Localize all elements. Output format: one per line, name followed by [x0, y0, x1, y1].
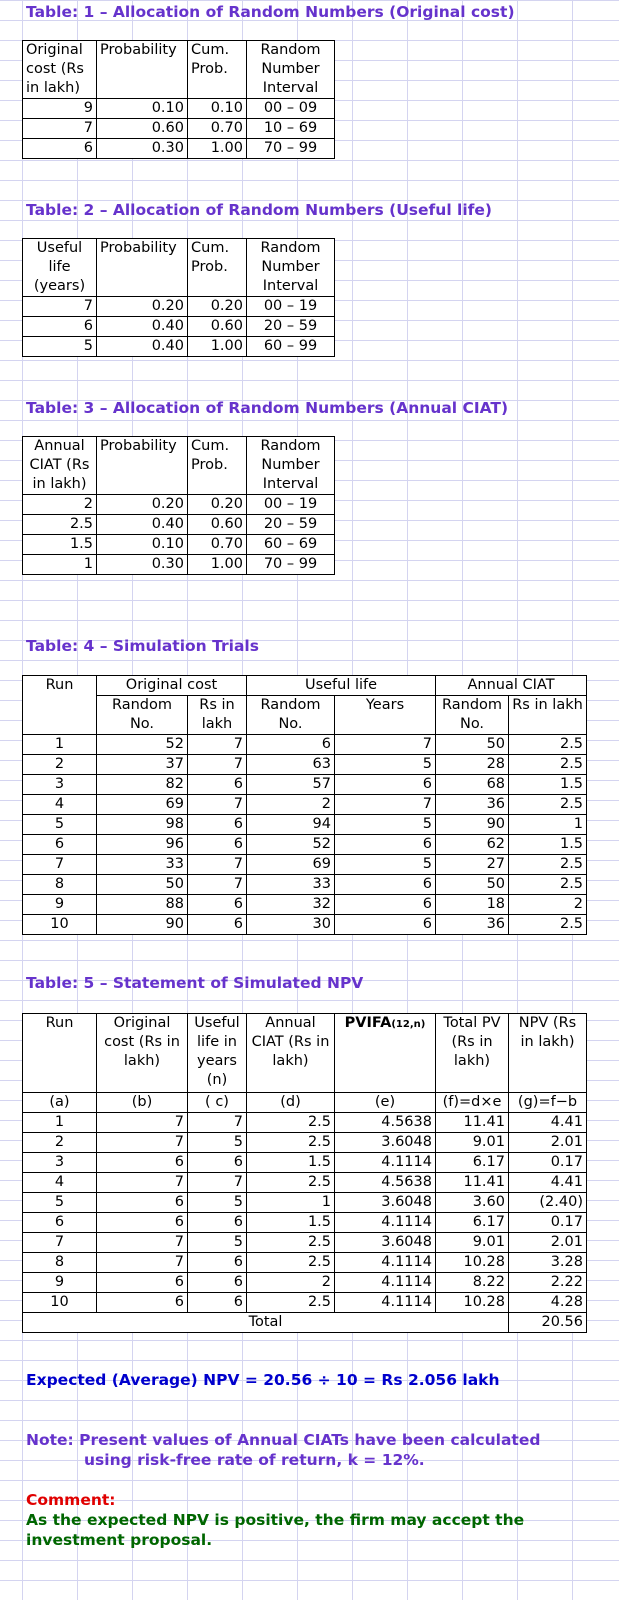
table4-header-cell: Rs in lakh — [509, 696, 587, 735]
table-cell: 0.20 — [188, 495, 247, 515]
table-cell: 5 — [335, 855, 436, 875]
table-cell: 7 — [188, 875, 247, 895]
table-cell: 9.01 — [436, 1133, 509, 1153]
table-cell: 4.1114 — [335, 1293, 436, 1313]
table-cell: (2.40) — [509, 1193, 587, 1213]
table-cell: 2.01 — [509, 1133, 587, 1153]
table-row — [23, 1213, 587, 1233]
table-cell: 68 — [436, 775, 509, 795]
table-cell: 1.5 — [247, 1213, 335, 1233]
table2-header-cell: Cum. Prob. — [188, 239, 247, 297]
table4-group-header-row — [23, 676, 587, 696]
table-cell: 7 — [188, 755, 247, 775]
table-cell: 8.22 — [436, 1273, 509, 1293]
table-cell: 6 — [188, 1153, 247, 1173]
table-row — [23, 139, 335, 159]
table-cell: 0.60 — [188, 317, 247, 337]
table-cell: 57 — [247, 775, 335, 795]
table-cell: 4.1114 — [335, 1213, 436, 1233]
table-cell: 0.20 — [97, 495, 188, 515]
table2-header-cell: Random Number Interval — [247, 239, 335, 297]
table-cell: 1.00 — [188, 555, 247, 575]
table-cell: 88 — [97, 895, 188, 915]
table-cell: 62 — [436, 835, 509, 855]
table-cell: 36 — [436, 915, 509, 935]
table-cell: 6 — [23, 1213, 97, 1233]
table-cell: 32 — [247, 895, 335, 915]
table-row — [23, 835, 587, 855]
table4-header-cell: Years — [335, 696, 436, 735]
table-row — [23, 555, 335, 575]
table5-header-cell: NPV (Rs in lakh) — [509, 1014, 587, 1093]
table-row — [23, 735, 587, 755]
table-row — [23, 1253, 587, 1273]
comment-line1: As the expected NPV is positive, the firm may accept the — [26, 1511, 525, 1529]
table-cell: 10.28 — [436, 1253, 509, 1273]
table-cell: 33 — [247, 875, 335, 895]
table1-header-cell: Random Number Interval — [247, 41, 335, 99]
table-cell: 6 — [335, 915, 436, 935]
table-cell: 9 — [23, 1273, 97, 1293]
table3-header-row — [23, 437, 335, 495]
table-cell: 50 — [436, 875, 509, 895]
table-cell: 10 — [23, 915, 97, 935]
table-cell: 20 – 59 — [247, 515, 335, 535]
table-cell: 2.5 — [509, 875, 587, 895]
table-cell: 2.5 — [23, 515, 97, 535]
table-cell: 9 — [23, 895, 97, 915]
table4-header-cell: Random No. — [247, 696, 335, 735]
comment-line2: investment proposal. — [26, 1531, 213, 1549]
table-row — [23, 99, 335, 119]
table-cell: 0.10 — [97, 99, 188, 119]
table-row — [23, 337, 335, 357]
table-cell: 0.20 — [97, 297, 188, 317]
table-cell: 52 — [97, 735, 188, 755]
table-row — [23, 815, 587, 835]
table5-letter-cell: (d) — [247, 1093, 335, 1113]
table-cell: 3.60 — [436, 1193, 509, 1213]
table-cell: 50 — [97, 875, 188, 895]
table5-letters-row — [23, 1093, 587, 1113]
table-cell: 5 — [188, 1193, 247, 1213]
table-cell: 2.5 — [247, 1233, 335, 1253]
table-row — [23, 1193, 587, 1213]
table5-title: Table: 5 – Statement of Simulated NPV — [26, 974, 364, 992]
table3-header-cell: Random Number Interval — [247, 437, 335, 495]
table-cell: 7 — [188, 855, 247, 875]
table2-title: Table: 2 – Allocation of Random Numbers (Useful life) — [26, 201, 492, 219]
table-cell: 70 – 99 — [247, 555, 335, 575]
table-cell: 1.5 — [23, 535, 97, 555]
table-cell: 2.5 — [509, 855, 587, 875]
table-cell: 8 — [23, 1253, 97, 1273]
table-cell: 2 — [23, 1133, 97, 1153]
table-cell: 0.60 — [188, 515, 247, 535]
table-cell: 7 — [23, 297, 97, 317]
table-cell: 6 — [188, 1253, 247, 1273]
table4-sub-header-row — [23, 696, 587, 735]
table-cell: 6 — [335, 875, 436, 895]
table5-header-cell — [335, 1014, 436, 1093]
table-cell: 11.41 — [436, 1113, 509, 1133]
table-cell: 90 — [97, 915, 188, 935]
table-cell: 1.5 — [247, 1153, 335, 1173]
table-row — [23, 1293, 587, 1313]
table-cell: 2.5 — [247, 1113, 335, 1133]
table-cell: 4.28 — [509, 1293, 587, 1313]
table-cell: 6 — [188, 1213, 247, 1233]
table-cell: 4.1114 — [335, 1273, 436, 1293]
table4-header-cell: Useful life — [247, 676, 436, 696]
table-cell: 9.01 — [436, 1233, 509, 1253]
table-cell: 37 — [97, 755, 188, 775]
note-line2: using risk-free rate of return, k = 12%. — [84, 1451, 425, 1469]
table-cell: 18 — [436, 895, 509, 915]
table-cell: 2 — [247, 795, 335, 815]
comment-label: Comment: — [26, 1491, 116, 1509]
table-cell: 4 — [23, 795, 97, 815]
table-cell: 98 — [97, 815, 188, 835]
table5 — [22, 1013, 587, 1333]
table-cell: 6 — [188, 815, 247, 835]
table-cell: 1.5 — [509, 835, 587, 855]
table-cell: 6 — [188, 1273, 247, 1293]
table-cell: 2.5 — [247, 1173, 335, 1193]
table-cell: 6 — [247, 735, 335, 755]
table-cell: 4.41 — [509, 1113, 587, 1133]
table-cell: 7 — [97, 1133, 188, 1153]
table-cell: 33 — [97, 855, 188, 875]
table-cell: 00 – 19 — [247, 495, 335, 515]
table5-header-row — [23, 1014, 587, 1093]
table-row — [23, 1153, 587, 1173]
table-cell: 6 — [188, 775, 247, 795]
table5-header-cell: Useful life in years (n) — [188, 1014, 247, 1093]
table-cell: 36 — [436, 795, 509, 815]
table-cell: 3.6048 — [335, 1233, 436, 1253]
table-cell: 2.5 — [247, 1293, 335, 1313]
table4-header-cell: Rs in lakh — [188, 696, 247, 735]
table-cell: 9 — [23, 99, 97, 119]
table-cell: 0.20 — [188, 297, 247, 317]
table-cell: 7 — [188, 735, 247, 755]
table-cell: 90 — [436, 815, 509, 835]
table-cell: 0.30 — [97, 139, 188, 159]
table-row — [23, 1133, 587, 1153]
table-cell: 8 — [23, 875, 97, 895]
table-cell: 11.41 — [436, 1173, 509, 1193]
table-cell: 0.70 — [188, 535, 247, 555]
table-cell: 3.6048 — [335, 1133, 436, 1153]
table-row — [23, 915, 587, 935]
table-cell: 2 — [247, 1273, 335, 1293]
table-cell: 6 — [23, 317, 97, 337]
table5-header-cell: Original cost (Rs in lakh) — [97, 1014, 188, 1093]
table-cell: 0.70 — [188, 119, 247, 139]
table-cell: 5 — [188, 1233, 247, 1253]
table-cell: 1.5 — [509, 775, 587, 795]
table-cell: 7 — [97, 1253, 188, 1273]
table-cell: 2.5 — [509, 915, 587, 935]
table-row — [23, 515, 335, 535]
table5-letter-cell: (g)=f−b — [509, 1093, 587, 1113]
table-row — [23, 895, 587, 915]
table-cell: 7 — [335, 795, 436, 815]
table1-title: Table: 1 – Allocation of Random Numbers (Original cost) — [26, 3, 515, 21]
table-cell: 2.5 — [509, 735, 587, 755]
table-cell: 0.30 — [97, 555, 188, 575]
table-cell: 6 — [335, 775, 436, 795]
table4-header-cell — [23, 696, 97, 735]
table-cell: 10 — [23, 1293, 97, 1313]
table-cell: 30 — [247, 915, 335, 935]
table-cell: 2.5 — [247, 1133, 335, 1153]
table3-header-cell: Annual CIAT (Rs in lakh) — [23, 437, 97, 495]
table-cell: 2.01 — [509, 1233, 587, 1253]
table-cell: 28 — [436, 755, 509, 775]
table-cell: 2 — [509, 895, 587, 915]
table-cell: 7 — [23, 855, 97, 875]
table1 — [22, 40, 335, 159]
table-cell: 70 – 99 — [247, 139, 335, 159]
table-cell: 4 — [23, 1173, 97, 1193]
table1-header-cell: Cum. Prob. — [188, 41, 247, 99]
table4-header-cell: Random No. — [436, 696, 509, 735]
table-cell: 6 — [335, 895, 436, 915]
table-cell: 2 — [23, 755, 97, 775]
table-cell: 7 — [23, 119, 97, 139]
table-cell: 7 — [188, 1113, 247, 1133]
table-cell: 0.17 — [509, 1213, 587, 1233]
table-cell: 6 — [23, 835, 97, 855]
table-cell: 7 — [188, 795, 247, 815]
table-row — [23, 1273, 587, 1293]
table-cell: 2.5 — [509, 795, 587, 815]
table-cell: 6 — [188, 895, 247, 915]
table4-header-cell: Original cost — [97, 676, 247, 696]
table5-letter-cell: (a) — [23, 1093, 97, 1113]
table-cell: 0.40 — [97, 515, 188, 535]
table-cell: 69 — [247, 855, 335, 875]
table-cell: 6.17 — [436, 1213, 509, 1233]
table5-letter-cell: ( c) — [188, 1093, 247, 1113]
table4-header-cell: Annual CIAT — [436, 676, 587, 696]
table-cell: 5 — [23, 337, 97, 357]
table-cell: 5 — [23, 1193, 97, 1213]
table-cell: 6 — [188, 835, 247, 855]
expected-npv: Expected (Average) NPV = 20.56 ÷ 10 = Rs 2.056 lakh — [26, 1371, 500, 1389]
table-cell: 2.5 — [509, 755, 587, 775]
table4 — [22, 675, 587, 935]
table-row — [23, 119, 335, 139]
table2 — [22, 238, 335, 357]
table-row — [23, 1113, 587, 1133]
table-cell: 3 — [23, 775, 97, 795]
table-row — [23, 297, 335, 317]
table-cell: 1.00 — [188, 337, 247, 357]
table-row — [23, 755, 587, 775]
table-cell: 5 — [335, 815, 436, 835]
table5-total-label: Total — [23, 1313, 509, 1333]
table-cell: 4.5638 — [335, 1173, 436, 1193]
table5-header-cell: Run — [23, 1014, 97, 1093]
table-cell: 00 – 09 — [247, 99, 335, 119]
table-cell: 52 — [247, 835, 335, 855]
table-cell: 00 – 19 — [247, 297, 335, 317]
table1-header-row — [23, 41, 335, 99]
table-row — [23, 775, 587, 795]
table5-header-cell: Annual CIAT (Rs in lakh) — [247, 1014, 335, 1093]
table-cell: 6.17 — [436, 1153, 509, 1173]
table-cell: 1 — [23, 735, 97, 755]
table3-title: Table: 3 – Allocation of Random Numbers (Annual CIAT) — [26, 399, 509, 417]
table3 — [22, 436, 335, 575]
table1-header-cell: Original cost (Rs in lakh) — [23, 41, 97, 99]
table-cell: 7 — [97, 1113, 188, 1133]
table-cell: 2.5 — [247, 1253, 335, 1273]
table-cell: 4.41 — [509, 1173, 587, 1193]
table-cell: 82 — [97, 775, 188, 795]
table-cell: 1 — [23, 555, 97, 575]
table5-letter-cell: (b) — [97, 1093, 188, 1113]
table-cell: 3 — [23, 1153, 97, 1173]
table-cell: 0.10 — [188, 99, 247, 119]
table-cell: 1 — [509, 815, 587, 835]
table3-header-cell: Probability — [97, 437, 188, 495]
table-cell: 3.28 — [509, 1253, 587, 1273]
table-row — [23, 535, 335, 555]
table-cell: 6 — [97, 1273, 188, 1293]
table-cell: 6 — [188, 915, 247, 935]
table-cell: 0.40 — [97, 317, 188, 337]
table-cell: 6 — [23, 139, 97, 159]
table-cell: 1.00 — [188, 139, 247, 159]
table-cell: 6 — [97, 1193, 188, 1213]
table-cell: 2 — [23, 495, 97, 515]
table-cell: 7 — [23, 1233, 97, 1253]
table5-letter-cell: (f)=d×e — [436, 1093, 509, 1113]
table-cell: 10.28 — [436, 1293, 509, 1313]
table2-header-row — [23, 239, 335, 297]
table-cell: 5 — [335, 755, 436, 775]
table-cell: 0.17 — [509, 1153, 587, 1173]
table-cell: 69 — [97, 795, 188, 815]
table-cell: 1 — [247, 1193, 335, 1213]
table-cell: 63 — [247, 755, 335, 775]
table-cell: 6 — [97, 1213, 188, 1233]
table4-header-cell: Run — [23, 676, 97, 696]
table2-header-cell: Useful life (years) — [23, 239, 97, 297]
table-cell: 6 — [97, 1153, 188, 1173]
table-cell: 60 – 99 — [247, 337, 335, 357]
table-row — [23, 855, 587, 875]
table-cell: 7 — [335, 735, 436, 755]
table-cell: 5 — [23, 815, 97, 835]
table5-header-cell: Total PV (Rs in lakh) — [436, 1014, 509, 1093]
table-row — [23, 1173, 587, 1193]
table-cell: 3.6048 — [335, 1193, 436, 1213]
table-cell: 4.1114 — [335, 1153, 436, 1173]
table-cell: 1 — [23, 1113, 97, 1133]
table-row — [23, 875, 587, 895]
table-cell: 20 – 59 — [247, 317, 335, 337]
table-cell: 0.60 — [97, 119, 188, 139]
table5-total-row — [23, 1313, 587, 1333]
note-line1: Note: Present values of Annual CIATs have been calculated — [26, 1431, 541, 1449]
table-row — [23, 317, 335, 337]
table-cell: 60 – 69 — [247, 535, 335, 555]
table-row — [23, 795, 587, 815]
table3-header-cell: Cum. Prob. — [188, 437, 247, 495]
table-cell: 94 — [247, 815, 335, 835]
table-cell: 50 — [436, 735, 509, 755]
table2-header-cell: Probability — [97, 239, 188, 297]
table-cell: 0.40 — [97, 337, 188, 357]
table-cell: 7 — [188, 1173, 247, 1193]
table-cell: 7 — [97, 1233, 188, 1253]
table-cell: 27 — [436, 855, 509, 875]
table-row — [23, 1233, 587, 1253]
table-cell: 4.5638 — [335, 1113, 436, 1133]
table-cell: 96 — [97, 835, 188, 855]
table-cell: 6 — [188, 1293, 247, 1313]
pvifa-label: PVIFA — [344, 1015, 392, 1031]
table-row — [23, 495, 335, 515]
table4-header-cell: Random No. — [97, 696, 188, 735]
table1-header-cell: Probability — [97, 41, 188, 99]
table-cell: 4.1114 — [335, 1253, 436, 1273]
table-cell: 6 — [97, 1293, 188, 1313]
table-cell: 2.22 — [509, 1273, 587, 1293]
table-cell: 0.10 — [97, 535, 188, 555]
table5-total-value: 20.56 — [509, 1313, 587, 1333]
table-cell: 5 — [188, 1133, 247, 1153]
pvifa-subscript: (12,n) — [391, 1019, 426, 1030]
table4-title: Table: 4 – Simulation Trials — [26, 637, 259, 655]
table5-letter-cell: (e) — [335, 1093, 436, 1113]
table-cell: 7 — [97, 1173, 188, 1193]
table-cell: 10 – 69 — [247, 119, 335, 139]
table-cell: 6 — [335, 835, 436, 855]
